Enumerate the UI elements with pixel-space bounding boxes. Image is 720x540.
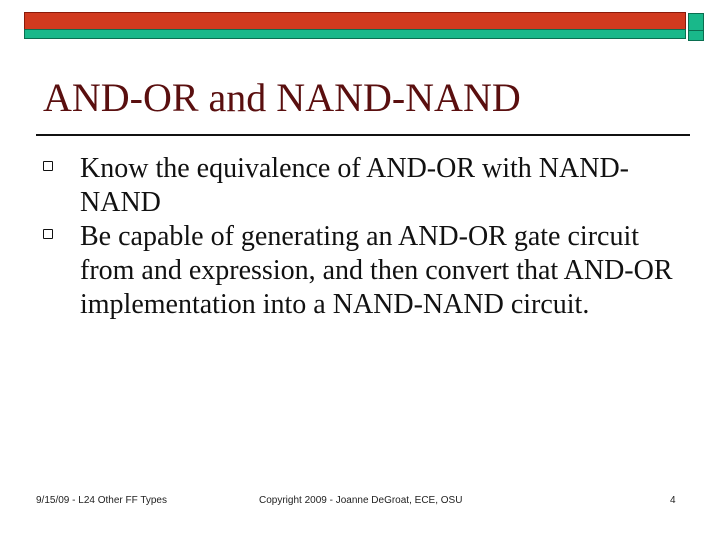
bullet-text: Be capable of generating an AND-OR gate circuit from and expression, and then convert that AND-OR implementation into a NAND-NAND circuit. — [80, 221, 673, 320]
hollow-square-bullet-icon — [43, 161, 53, 171]
hollow-square-bullet-icon — [43, 229, 53, 239]
bullet-list — [40, 152, 680, 322]
footer-date-course: 9/15/09 - L24 Other FF Types — [36, 495, 167, 506]
bullet-text: Know the equivalence of AND-OR with NAND-NAND — [80, 153, 629, 218]
bullet-item — [40, 152, 680, 220]
slide-title: AND-OR and NAND-NAND — [43, 75, 521, 120]
banner-square-top — [688, 13, 704, 31]
title-divider — [36, 134, 690, 136]
header-banner-green — [24, 29, 686, 39]
bullet-item — [40, 220, 680, 322]
page-number: 4 — [670, 495, 676, 506]
banner-square-bottom — [688, 30, 704, 41]
footer-copyright: Copyright 2009 - Joanne DeGroat, ECE, OSU — [259, 495, 463, 506]
